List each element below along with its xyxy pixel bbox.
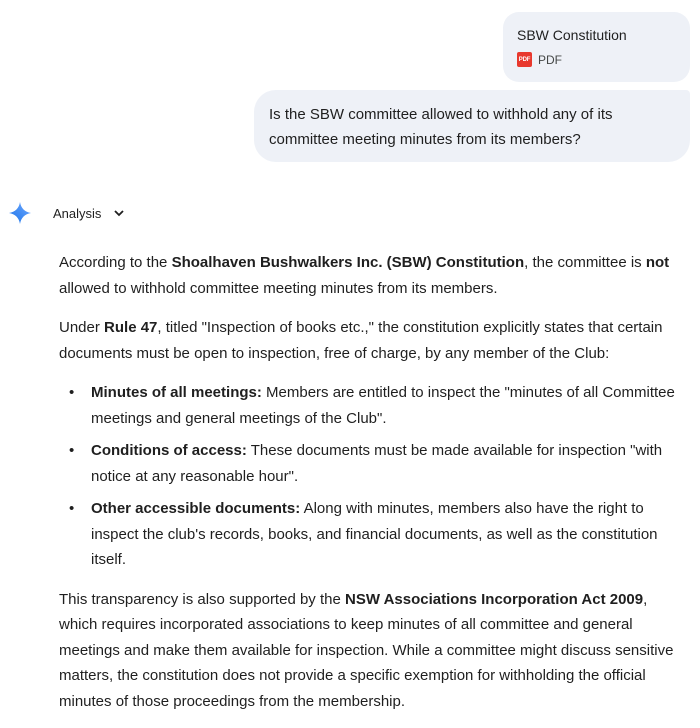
bullet-icon: •: [69, 384, 75, 401]
bullet-icon: •: [69, 442, 75, 459]
list-item: [59, 380, 689, 431]
pdf-icon: PDF: [517, 52, 532, 67]
emphasis: Rule 47: [104, 319, 158, 336]
text: , the committee is: [524, 254, 646, 271]
text: According to the: [59, 254, 172, 271]
response-paragraph-2: [59, 315, 689, 366]
list-item-title: Conditions of access:: [91, 442, 247, 459]
response-paragraph-1: [59, 250, 689, 301]
analysis-toggle-label[interactable]: Analysis: [53, 205, 102, 221]
attachment-file-name: SBW Constitution: [517, 27, 627, 43]
list-item-title: Other accessible documents:: [91, 500, 301, 517]
response-header: [8, 200, 125, 226]
attachment-file-type: [517, 52, 676, 67]
chevron-down-icon[interactable]: [113, 207, 125, 219]
bullet-icon: •: [69, 500, 75, 517]
list-item-text: Members are entitled to inspect the "minutes of all Committee meetings and general meetings of the Club".: [91, 384, 675, 427]
list-item-text: These documents must be made available for inspection "with notice at any reasonable hour".: [91, 442, 663, 485]
response-paragraph-3: [59, 587, 689, 715]
bullet-list: [59, 380, 689, 573]
text: Under: [59, 319, 105, 336]
attachment-card[interactable]: [503, 12, 690, 82]
list-item: [59, 438, 689, 489]
attachment-type-label: PDF: [538, 52, 562, 67]
emphasis: Shoalhaven Bushwalkers Inc. (SBW) Constitution: [171, 254, 525, 271]
text: , which requires incorporated associations to keep minutes of all committee and general meetings and make them available for inspection. While a committee might discuss sensitive matters, the constitution does not provide a specific exemption for withholding the official minutes of those proceedings from the membership.: [59, 590, 674, 710]
text: allowed to withhold committee meeting minutes from its members.: [59, 279, 498, 297]
emphasis: NSW Associations Incorporation Act 2009: [344, 590, 644, 608]
response-body: [59, 250, 689, 728]
text: This transparency is also supported by the: [59, 590, 345, 608]
gemini-spark-icon: [8, 201, 32, 225]
list-item-text: Along with minutes, members also have the right to inspect the club's records, books, and financial documents, as well as the constitution itself.: [91, 500, 658, 568]
emphasis: not: [645, 254, 670, 271]
list-item: [59, 496, 689, 573]
user-query-bubble: Is the SBW committee allowed to withhold any of its committee meeting minutes from its members?: [254, 90, 690, 162]
list-item-title: Minutes of all meetings:: [91, 384, 262, 401]
text: , titled "Inspection of books etc.," the constitution explicitly states that certain documents must be open to inspection, free of charge, by any member of the Club:: [59, 319, 663, 362]
